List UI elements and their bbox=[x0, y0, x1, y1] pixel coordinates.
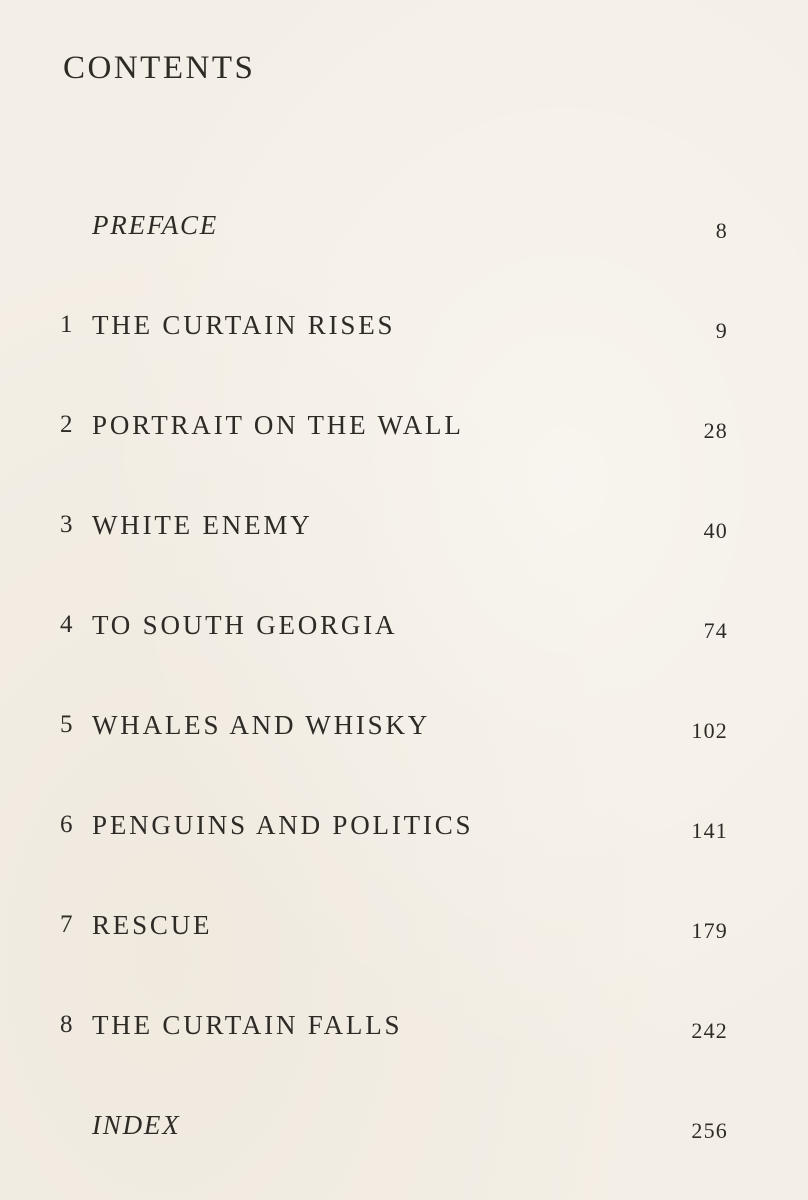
toc-entry-title: THE CURTAIN RISES bbox=[92, 310, 396, 340]
toc-entry-title: WHITE ENEMY bbox=[92, 510, 313, 540]
toc-entry-title: THE CURTAIN FALLS bbox=[92, 1010, 403, 1040]
toc-entry-chapter-2 bbox=[0, 405, 808, 445]
toc-entry-chapter-7 bbox=[0, 905, 808, 945]
toc-entry-chapter-1 bbox=[0, 305, 808, 345]
toc-entry-page: 9 bbox=[715, 318, 728, 343]
toc-entry-page: 74 bbox=[703, 618, 728, 643]
toc-entry-chapter-6 bbox=[0, 805, 808, 845]
toc-entry-chapter-3 bbox=[0, 505, 808, 545]
toc-entry-number: 3 bbox=[60, 511, 73, 538]
toc-entry-page: 242 bbox=[691, 1018, 728, 1043]
toc-entry-title: TO SOUTH GEORGIA bbox=[92, 610, 398, 640]
toc-entry-title: RESCUE bbox=[92, 910, 213, 940]
toc-entry-title: INDEX bbox=[92, 1110, 181, 1140]
toc-entry-chapter-8 bbox=[0, 1005, 808, 1045]
toc-entry-title: PENGUINS AND POLITICS bbox=[92, 810, 474, 840]
toc-entry-number: 6 bbox=[60, 811, 73, 838]
toc-entry-title: PORTRAIT ON THE WALL bbox=[92, 410, 464, 440]
toc-entry-number: 2 bbox=[60, 411, 73, 438]
toc-entry-preface bbox=[0, 205, 808, 245]
toc-entry-chapter-4 bbox=[0, 605, 808, 645]
page-title: CONTENTS bbox=[63, 50, 256, 86]
toc-entry-title: WHALES AND WHISKY bbox=[92, 710, 431, 740]
toc-entry-page: 256 bbox=[691, 1118, 728, 1143]
toc-entry-title: PREFACE bbox=[92, 210, 219, 240]
toc-entry-page: 8 bbox=[715, 218, 728, 243]
toc-entry-chapter-5 bbox=[0, 705, 808, 745]
toc-entry-page: 141 bbox=[691, 818, 728, 843]
toc-entry-page: 40 bbox=[703, 518, 728, 543]
toc-entry-number: 1 bbox=[60, 311, 73, 338]
toc-entry-number: 8 bbox=[60, 1011, 73, 1038]
toc-entry-index bbox=[0, 1105, 808, 1145]
toc-entry-number: 4 bbox=[60, 611, 73, 638]
toc-entry-page: 28 bbox=[703, 418, 728, 443]
toc-entry-page: 102 bbox=[691, 718, 728, 743]
toc-entry-number: 5 bbox=[60, 711, 73, 738]
toc-entry-number: 7 bbox=[60, 911, 73, 938]
toc-entry-page: 179 bbox=[691, 918, 728, 943]
